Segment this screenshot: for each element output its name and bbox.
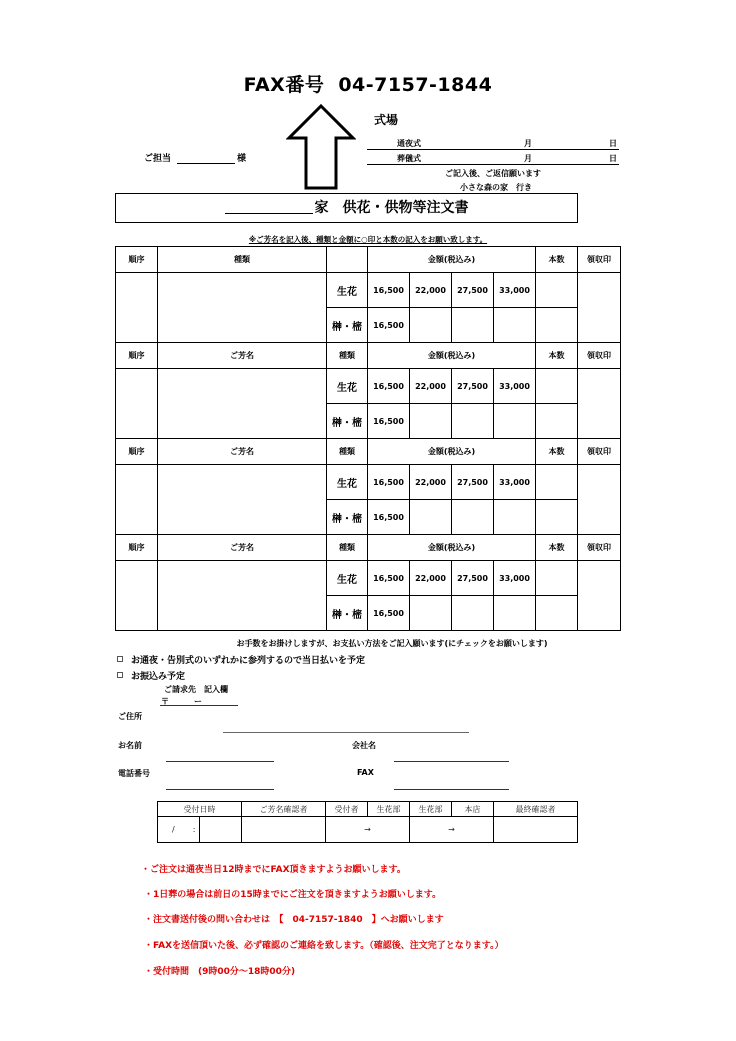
header-quantity: 本数	[536, 247, 578, 273]
ceremony-row-tsuya[interactable]	[367, 136, 619, 150]
flower-to-store-cell[interactable]	[410, 817, 494, 843]
price-option-cell[interactable]: 33,000	[494, 465, 536, 500]
fax-number-heading	[0, 70, 736, 97]
checkbox[interactable]	[117, 672, 123, 678]
header-order: 順序	[116, 535, 158, 561]
header-receipt-stamp: 領収印	[578, 247, 621, 273]
price-option-cell[interactable]: 22,000	[410, 273, 452, 308]
header-kind: 種類	[327, 535, 368, 561]
address-label: ご住所	[118, 712, 142, 721]
header-receipt-stamp: 領収印	[578, 343, 621, 369]
kind-cell[interactable]: 榊・樒	[327, 404, 368, 439]
price-option-cell[interactable]: 33,000	[494, 369, 536, 404]
price-option-cell[interactable]	[452, 500, 494, 535]
price-option-cell[interactable]	[452, 404, 494, 439]
price-option-cell[interactable]	[410, 308, 452, 343]
price-option-cell[interactable]: 16,500	[368, 404, 410, 439]
price-option-cell[interactable]: 22,000	[410, 561, 452, 596]
price-option-cell[interactable]	[494, 404, 536, 439]
order-block-header	[116, 535, 621, 561]
price-option-cell[interactable]: 27,500	[452, 561, 494, 596]
price-option-cell[interactable]: 27,500	[452, 465, 494, 500]
order-number-cell[interactable]	[116, 465, 158, 535]
price-option-cell[interactable]: 16,500	[368, 308, 410, 343]
option-label: お通夜・告別式のいずれかに参列するので当日払いを予定	[131, 656, 366, 666]
header-quantity: 本数	[536, 535, 578, 561]
postal-mark: 〒	[161, 697, 169, 706]
reception-date-cell[interactable]	[158, 817, 200, 843]
payment-option-transfer[interactable]	[117, 669, 185, 682]
order-number-cell[interactable]	[116, 561, 158, 631]
name-checker-cell[interactable]	[242, 817, 326, 843]
receipt-stamp-cell[interactable]	[578, 369, 621, 439]
price-option-cell[interactable]: 22,000	[410, 465, 452, 500]
price-option-cell[interactable]	[410, 404, 452, 439]
quantity-cell[interactable]	[536, 273, 578, 308]
name-line[interactable]	[166, 761, 274, 762]
venue-label: 式場	[374, 113, 399, 127]
header-order: 順序	[116, 343, 158, 369]
reply-note: ご記入後、ご返信願います	[445, 169, 541, 178]
order-row	[116, 369, 621, 404]
header-quantity: 本数	[536, 343, 578, 369]
company-line[interactable]	[394, 761, 509, 762]
price-option-cell[interactable]: 16,500	[368, 369, 410, 404]
header-order: 順序	[116, 247, 158, 273]
header-amount: 金額(税込み)	[368, 343, 536, 369]
price-option-cell[interactable]: 22,000	[410, 369, 452, 404]
donor-name-cell[interactable]	[158, 369, 327, 439]
donor-name-cell[interactable]	[158, 273, 327, 343]
order-block-header	[116, 343, 621, 369]
date-slash: /	[172, 825, 175, 834]
header-name: ご芳名	[158, 343, 327, 369]
price-option-cell[interactable]: 16,500	[368, 465, 410, 500]
instruction-note: ※ご芳名を記入後、種類と金額に○印と本数の記入をお願い致します。	[248, 235, 488, 244]
price-option-cell[interactable]	[494, 308, 536, 343]
order-table	[115, 246, 621, 631]
month-label: 月	[524, 154, 532, 163]
quantity-cell[interactable]	[536, 404, 578, 439]
receipt-table	[157, 801, 578, 843]
payment-note: お手数をお掛けしますが、お支払い方法をご記入願います(にチェックをお願いします)	[236, 639, 548, 648]
header-flower-dept-2: 生花部	[410, 802, 452, 817]
ceremony-label: 通夜式	[397, 139, 421, 148]
header-name: ご芳名	[158, 535, 327, 561]
header-receipt-stamp: 領収印	[578, 535, 621, 561]
notice-5: ・受付時間 (9時00分～18時00分)	[144, 967, 296, 977]
kind-cell[interactable]: 生花	[327, 369, 368, 404]
quantity-cell[interactable]	[536, 369, 578, 404]
reception-time-cell[interactable]	[200, 817, 242, 843]
order-row	[116, 465, 621, 500]
tanto-label: ご担当	[144, 154, 172, 164]
price-option-cell[interactable]: 27,500	[452, 273, 494, 308]
order-row	[116, 273, 621, 308]
order-block-header	[116, 247, 621, 273]
kind-cell[interactable]: 榊・樒	[327, 596, 368, 631]
header-kind: 種類	[327, 439, 368, 465]
header-main-store: 本店	[452, 802, 494, 817]
order-form-title	[115, 193, 578, 223]
fax-label-field: FAX	[357, 768, 374, 777]
notice-3: ・注文書送付後の問い合わせは 【 04-7157-1840 】へお願いします	[144, 915, 444, 925]
price-option-cell[interactable]	[452, 596, 494, 631]
price-option-cell[interactable]: 16,500	[368, 273, 410, 308]
phone-label: 電話番号	[118, 769, 150, 778]
quantity-cell[interactable]	[536, 308, 578, 343]
header-reception-datetime: 受付日時	[158, 802, 242, 817]
ceremony-row-sogi[interactable]	[367, 151, 619, 165]
receipt-stamp-cell[interactable]	[578, 273, 621, 343]
price-option-cell[interactable]	[452, 308, 494, 343]
price-option-cell[interactable]	[410, 500, 452, 535]
postal-dash: ー	[194, 697, 202, 706]
notice-2: ・1日葬の場合は前日の15時までにご注文を頂きますようお願いします。	[144, 890, 442, 900]
checkbox[interactable]	[117, 656, 123, 662]
header-name: 種類	[158, 247, 327, 273]
payment-option-same-day[interactable]	[117, 653, 365, 666]
company-label: 会社名	[352, 741, 376, 750]
tanto-suffix: 様	[237, 154, 247, 164]
family-name-blank[interactable]	[225, 197, 313, 214]
kind-cell[interactable]: 生花	[327, 561, 368, 596]
name-label: お名前	[118, 741, 142, 750]
arrow-right-icon: →	[364, 825, 371, 834]
time-colon: :	[192, 825, 196, 834]
phone-line[interactable]	[166, 789, 274, 790]
billing-label: ご請求先 記入欄	[164, 685, 228, 694]
fax-label: FAX番号	[243, 74, 325, 96]
title-suffix: 家 供花・供物等注文書	[314, 200, 469, 216]
header-kind: 種類	[327, 343, 368, 369]
header-flower-dept: 生花部	[368, 802, 410, 817]
quantity-cell[interactable]	[536, 596, 578, 631]
price-option-cell[interactable]: 33,000	[494, 561, 536, 596]
header-final-checker: 最終確認者	[494, 802, 578, 817]
quantity-cell[interactable]	[536, 500, 578, 535]
kind-cell[interactable]: 榊・樒	[327, 308, 368, 343]
price-option-cell[interactable]: 16,500	[368, 561, 410, 596]
notice-4: ・FAXを送信頂いた後、必ず確認のご連絡を致します。（確認後、注文完了となります。）	[144, 941, 504, 951]
kind-cell[interactable]: 榊・樒	[327, 500, 368, 535]
header-receipt-stamp: 領収印	[578, 439, 621, 465]
price-option-cell[interactable]	[494, 500, 536, 535]
header-quantity: 本数	[536, 439, 578, 465]
final-checker-cell[interactable]	[494, 817, 578, 843]
order-row	[116, 561, 621, 596]
address-line[interactable]	[223, 732, 469, 733]
tanto-blank[interactable]	[177, 155, 235, 164]
tanto-field	[144, 151, 246, 164]
price-option-cell[interactable]: 27,500	[452, 369, 494, 404]
postal-code-line[interactable]	[160, 705, 238, 706]
order-number-cell[interactable]	[116, 273, 158, 343]
kind-cell[interactable]: 生花	[327, 465, 368, 500]
quantity-cell[interactable]	[536, 561, 578, 596]
header-amount: 金額(税込み)	[368, 439, 536, 465]
order-number-cell[interactable]	[116, 369, 158, 439]
header-name: ご芳名	[158, 439, 327, 465]
destination: 小さな森の家 行き	[460, 183, 532, 192]
price-option-cell[interactable]: 16,500	[368, 596, 410, 631]
ceremony-label: 葬儀式	[397, 154, 421, 163]
header-amount: 金額(税込み)	[368, 247, 536, 273]
donor-name-cell[interactable]	[158, 465, 327, 535]
header-kind	[327, 247, 368, 273]
up-arrow-icon	[286, 104, 356, 190]
order-block-header	[116, 439, 621, 465]
day-label: 日	[609, 154, 617, 163]
price-option-cell[interactable]	[494, 596, 536, 631]
header-receiver: 受付者	[326, 802, 368, 817]
header-amount: 金額(税込み)	[368, 535, 536, 561]
fax-number: 04-7157-1844	[338, 74, 493, 96]
kind-cell[interactable]: 生花	[327, 273, 368, 308]
header-name-checker: ご芳名確認者	[242, 802, 326, 817]
header-order: 順序	[116, 439, 158, 465]
fax-line[interactable]	[394, 789, 509, 790]
quantity-cell[interactable]	[536, 465, 578, 500]
price-option-cell[interactable]	[410, 596, 452, 631]
arrow-right-icon: →	[448, 825, 455, 834]
month-label: 月	[524, 139, 532, 148]
receipt-stamp-cell[interactable]	[578, 465, 621, 535]
price-option-cell[interactable]: 16,500	[368, 500, 410, 535]
receipt-stamp-cell[interactable]	[578, 561, 621, 631]
option-label: お振込み予定	[131, 672, 186, 682]
day-label: 日	[609, 139, 617, 148]
receiver-to-flower-cell[interactable]	[326, 817, 410, 843]
donor-name-cell[interactable]	[158, 561, 327, 631]
price-option-cell[interactable]: 33,000	[494, 273, 536, 308]
notice-1: ・ご注文は通夜当日12時までにFAX頂きますようお願いします。	[141, 865, 406, 875]
